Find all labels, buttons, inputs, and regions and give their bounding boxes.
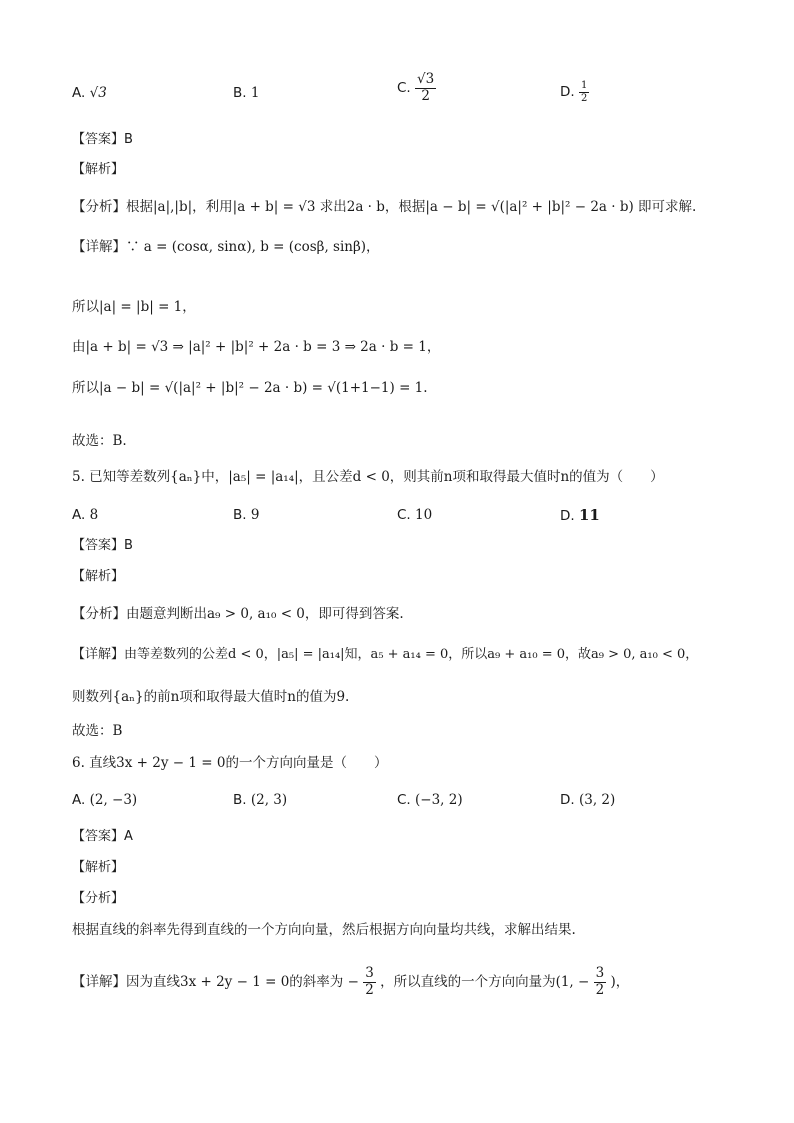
q4-detail-2: 所以|a| = |b| = 1， <box>72 299 196 315</box>
option-value: (−3, 2) <box>415 792 463 808</box>
q4-detail-1: 【详解】∵ a = (cosα, sinα), b = (cosβ, sinβ)， <box>72 239 380 255</box>
detail-prefix: 【详解】因为直线3x + 2y − 1 = 0的斜率为 − <box>72 974 359 990</box>
option-value: (3, 2) <box>578 792 616 808</box>
q5-option-b <box>233 505 259 525</box>
q4-answer: 【答案】B <box>72 132 133 147</box>
q5-analysis-label: 【解析】 <box>72 569 125 584</box>
q5-answer: 【答案】B <box>72 538 133 553</box>
option-value: 10 <box>415 507 433 523</box>
q5-detail-1: 【详解】由等差数列的公差d < 0，|a₅| = |a₁₄|知，a₅ + a₁₄ = 0，所以a₉ + a₁₀ = 0，故a₉ > 0, a₁₀ < 0， <box>72 647 699 662</box>
fraction-numerator: √3 <box>417 71 435 87</box>
q4-detail-4: 所以|a − b| = √(|a|² + |b|² − 2a · b) = √(1+1−1) = 1. <box>72 380 428 396</box>
q6-fenxi-label: 【分析】 <box>72 891 125 906</box>
q4-option-c <box>397 72 436 104</box>
direction-fraction <box>594 966 607 998</box>
option-letter: D. <box>560 508 575 524</box>
fraction-numerator: 3 <box>365 965 374 982</box>
q4-fenxi: 【分析】根据|a|,|b|，利用|a + b| = √3 求出2a · b，根据|a − b| = √(|a|² + |b|² − 2a · b) 即可求解. <box>72 199 697 215</box>
q4-option-b <box>233 83 259 103</box>
option-letter: A. <box>72 507 86 523</box>
q6-detail <box>72 960 629 1004</box>
option-letter: D. <box>560 84 575 100</box>
option-value: 9 <box>250 507 260 523</box>
q5-fenxi: 【分析】由题意判断出a₉ > 0, a₁₀ < 0，即可得到答案. <box>72 606 404 622</box>
q6-option-d <box>560 790 615 810</box>
option-letter: D. <box>560 792 575 808</box>
option-letter: C. <box>397 80 411 97</box>
q4-option-a <box>72 83 107 103</box>
q4-option-d <box>560 80 589 104</box>
fraction-denominator: 2 <box>421 87 430 104</box>
option-fraction <box>579 80 589 104</box>
detail-middle: ，所以直线的一个方向向量为(1, − <box>380 974 590 990</box>
option-value: 11 <box>578 506 600 524</box>
q4-analysis-label: 【解析】 <box>72 162 125 177</box>
q6-stem: 6. 直线3x + 2y − 1 = 0的一个方向向量是（ ） <box>72 755 388 771</box>
q6-option-b <box>233 790 287 810</box>
fraction-numerator: 3 <box>595 965 605 982</box>
q5-option-a <box>72 505 98 525</box>
option-letter: C. <box>397 507 411 523</box>
option-letter: C. <box>397 792 411 808</box>
q6-fenxi-text: 根据直线的斜率先得到直线的一个方向向量，然后根据方向向量均共线，求解出结果. <box>72 922 576 938</box>
option-letter: B. <box>233 85 247 101</box>
option-value: √3 <box>89 85 107 101</box>
option-value: (2, 3) <box>250 792 288 808</box>
q6-option-c <box>397 790 463 810</box>
option-letter: B. <box>233 507 247 523</box>
q6-option-a <box>72 790 137 810</box>
q4-choose: 故选：B. <box>72 433 127 449</box>
option-value: (2, −3) <box>89 792 138 808</box>
option-value: 1 <box>250 85 260 101</box>
q5-stem: 5. 已知等差数列{aₙ}中，|a₅| = |a₁₄|，且公差d < 0，则其前n项和取得最大值时n的值为（ ） <box>72 469 664 485</box>
slope-fraction <box>363 966 376 998</box>
option-letter: A. <box>72 792 86 808</box>
q5-choose: 故选：B <box>72 723 123 739</box>
fraction-numerator: 1 <box>580 80 588 91</box>
q5-detail-2: 则数列{aₙ}的前n项和取得最大值时n的值为9. <box>72 689 350 705</box>
detail-suffix: )， <box>610 974 630 990</box>
q5-option-d <box>560 505 600 526</box>
option-fraction <box>415 72 436 104</box>
q6-analysis-label: 【解析】 <box>72 860 125 875</box>
fraction-denominator: 2 <box>365 982 374 998</box>
option-letter: A. <box>72 85 86 101</box>
q5-option-c <box>397 505 432 525</box>
option-letter: B. <box>233 792 247 808</box>
q4-detail-3: 由|a + b| = √3 ⇒ |a|² + |b|² + 2a · b = 3 ⇒ 2a · b = 1， <box>72 339 441 355</box>
q6-answer: 【答案】A <box>72 829 133 844</box>
fraction-denominator: 2 <box>580 92 588 104</box>
fraction-denominator: 2 <box>595 982 605 998</box>
option-value: 8 <box>89 507 99 523</box>
